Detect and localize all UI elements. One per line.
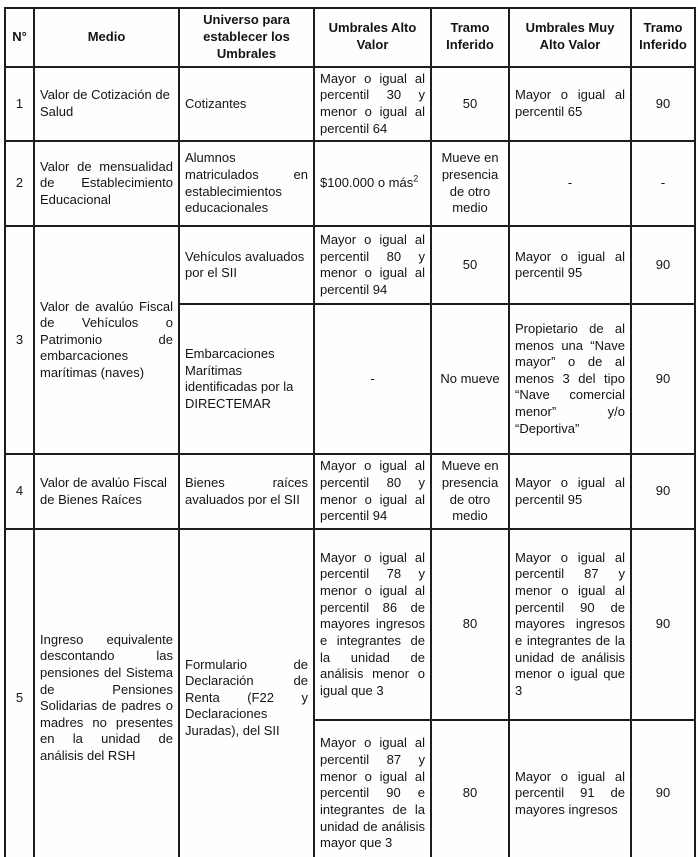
header-universo: Universo para establecer los Umbrales — [179, 8, 314, 67]
cell-r4-alto: Mayor o igual al percentil 80 y menor o igual al percentil 94 — [314, 454, 431, 529]
cell-r4-medio: Valor de avalúo Fiscal de Bienes Raíces — [34, 454, 179, 529]
header-tramo-inferido-2: Tramo Inferido — [631, 8, 695, 67]
table-row — [5, 141, 695, 226]
cell-r5a-alto: Mayor o igual al percentil 78 y menor o igual al percentil 86 de mayores ingresos e integrantes de la unidad de análisis menor o igual que 3 — [314, 529, 431, 720]
umbrales-table — [4, 7, 696, 857]
cell-r2-alto — [314, 141, 431, 226]
cell-r1-muy-alto: Mayor o igual al percentil 65 — [509, 67, 631, 142]
cell-r3-medio: Valor de avalúo Fiscal de Vehículos o Patrimonio de embarcaciones marítimas (naves) — [34, 226, 179, 454]
header-umbrales-muy-alto: Umbrales Muy Alto Valor — [509, 8, 631, 67]
cell-r3a-muy-alto: Mayor o igual al percentil 95 — [509, 226, 631, 304]
cell-r2-muy-alto: - — [509, 141, 631, 226]
cell-r1-tramo1: 50 — [431, 67, 509, 142]
cell-r3a-universo: Vehículos avaluados por el SII — [179, 226, 314, 304]
table-row — [5, 529, 695, 720]
cell-r4-tramo1: Mueve en presencia de otro medio — [431, 454, 509, 529]
footnote-marker: 2 — [413, 174, 419, 185]
cell-r2-tramo1: Mueve en presencia de otro medio — [431, 141, 509, 226]
cell-r3-num: 3 — [5, 226, 34, 454]
table-row — [5, 67, 695, 142]
cell-r1-tramo2: 90 — [631, 67, 695, 142]
cell-r5-medio: Ingreso equivalente descontando las pensiones del Sistema de Pensiones Solidarias de padres o madres no presentes en la unidad de análisis del RSH — [34, 529, 179, 857]
header-medio: Medio — [34, 8, 179, 67]
cell-r5a-tramo1: 80 — [431, 529, 509, 720]
cell-r3b-tramo1: No mueve — [431, 304, 509, 454]
cell-r2-alto-text: $100.000 o más — [320, 175, 414, 191]
cell-r3b-alto: - — [314, 304, 431, 454]
cell-r3b-muy-alto: Propietario de al menos una “Nave mayor” o de al menos 3 del tipo “Nave comercial menor” y/o “Deportiva” — [509, 304, 631, 454]
table-row — [5, 226, 695, 304]
cell-r4-universo: Bienes raíces avaluados por el SII — [179, 454, 314, 529]
cell-r3b-tramo2: 90 — [631, 304, 695, 454]
cell-r1-universo: Cotizantes — [179, 67, 314, 142]
cell-r2-tramo2: - — [631, 141, 695, 226]
table-header-row — [5, 8, 695, 67]
cell-r1-num: 1 — [5, 67, 34, 142]
cell-r5a-muy-alto: Mayor o igual al percentil 87 y menor o igual al percentil 90 de mayores ingresos e integrantes de la unidad de análisis menor o igual que 3 — [509, 529, 631, 720]
cell-r5b-tramo1: 80 — [431, 720, 509, 857]
cell-r5b-muy-alto: Mayor o igual al percentil 91 de mayores ingresos — [509, 720, 631, 857]
cell-r5b-tramo2: 90 — [631, 720, 695, 857]
cell-r2-universo: Alumnos matriculados en establecimientos educacionales — [179, 141, 314, 226]
cell-r4-num: 4 — [5, 454, 34, 529]
cell-r4-tramo2: 90 — [631, 454, 695, 529]
cell-r3a-alto: Mayor o igual al percentil 80 y menor o igual al percentil 94 — [314, 226, 431, 304]
table-row — [5, 454, 695, 529]
cell-r3b-universo: Embarcaciones Marítimas identificadas por la DIRECTEMAR — [179, 304, 314, 454]
header-num: N° — [5, 8, 34, 67]
cell-r4-muy-alto: Mayor o igual al percentil 95 — [509, 454, 631, 529]
cell-r2-num: 2 — [5, 141, 34, 226]
cell-r5a-tramo2: 90 — [631, 529, 695, 720]
header-tramo-inferido-1: Tramo Inferido — [431, 8, 509, 67]
cell-r5-universo: Formulario de Declaración de Renta (F22 y Declaraciones Juradas), del SII — [179, 529, 314, 857]
cell-r3a-tramo2: 90 — [631, 226, 695, 304]
cell-r1-medio: Valor de Cotización de Salud — [34, 67, 179, 142]
cell-r3a-tramo1: 50 — [431, 226, 509, 304]
cell-r5b-alto: Mayor o igual al percentil 87 y menor o igual al percentil 90 e integrantes de la unidad de análisis mayor que 3 — [314, 720, 431, 857]
cell-r1-alto: Mayor o igual al percentil 30 y menor o igual al percentil 64 — [314, 67, 431, 142]
cell-r5-num: 5 — [5, 529, 34, 857]
header-umbrales-alto: Umbrales Alto Valor — [314, 8, 431, 67]
cell-r2-medio: Valor de mensualidad de Establecimiento Educacional — [34, 141, 179, 226]
